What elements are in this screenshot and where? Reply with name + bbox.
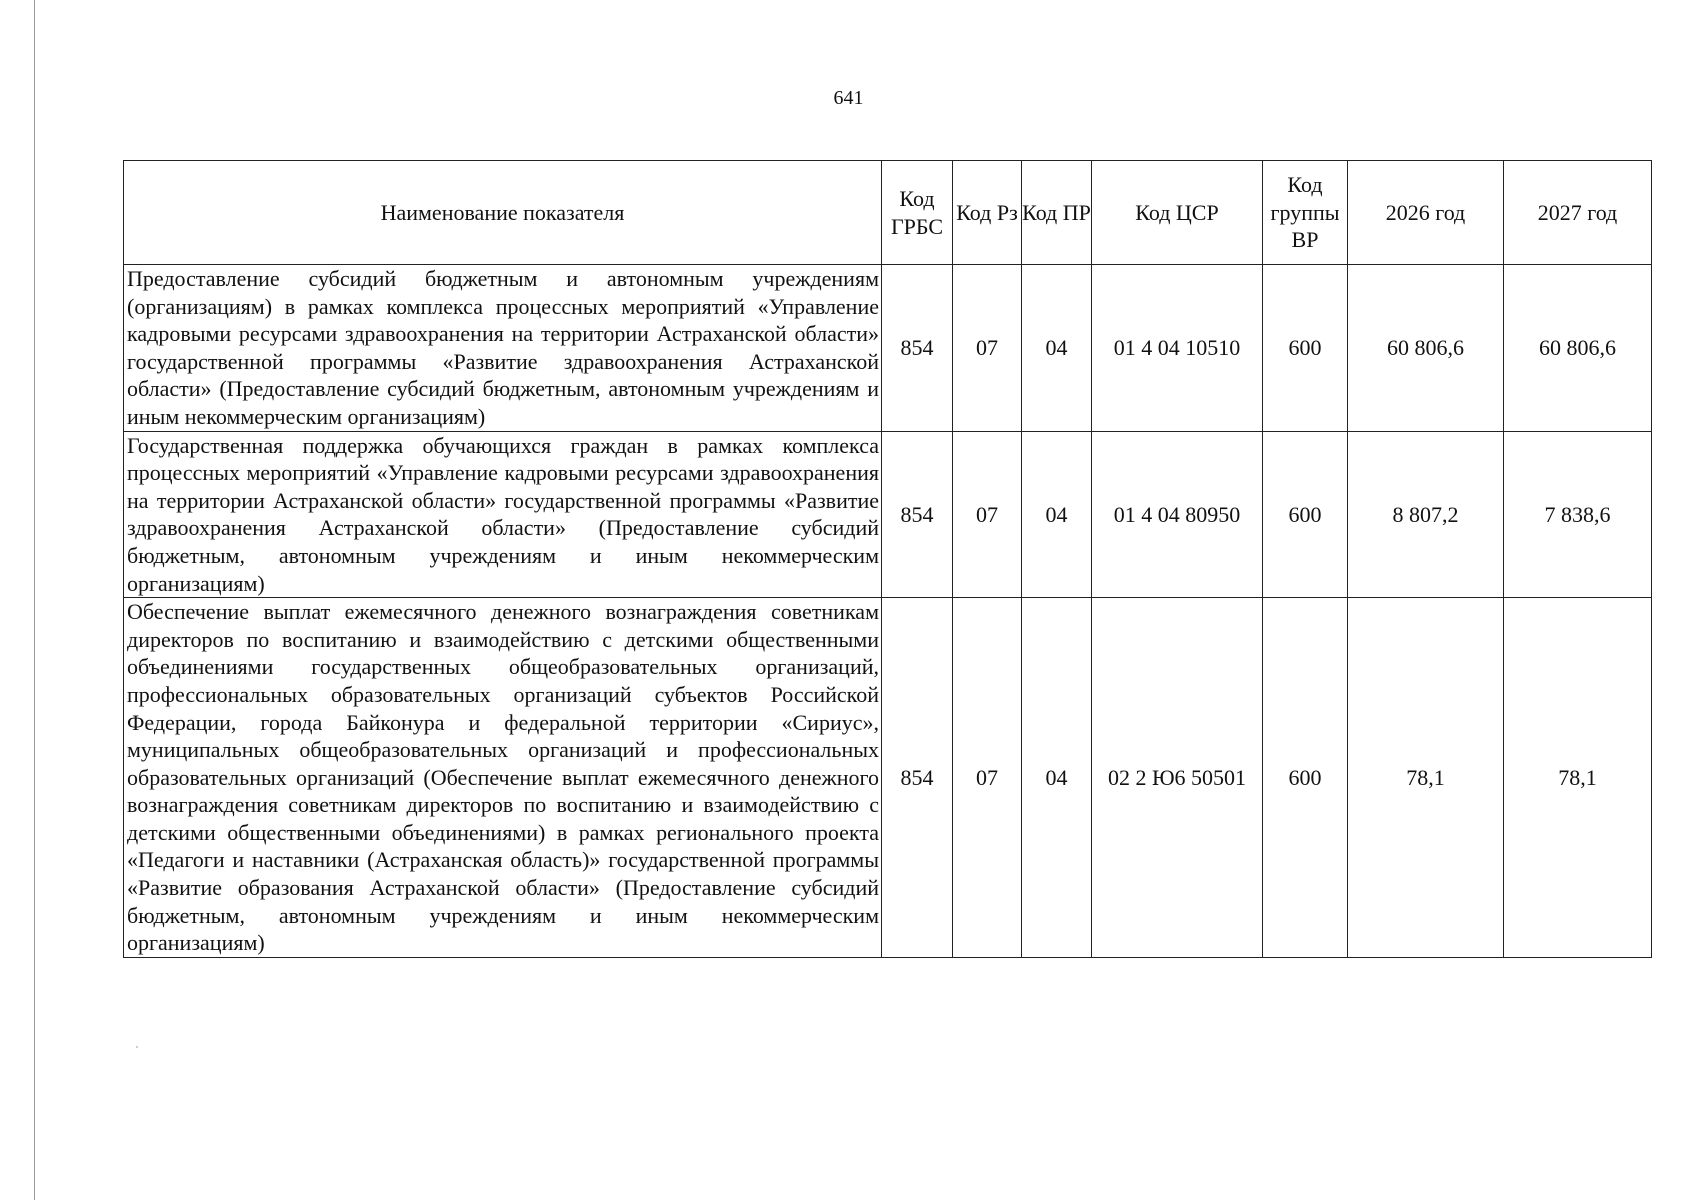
- header-pr: Код ПР: [1022, 161, 1092, 265]
- row-vr: 600: [1263, 431, 1348, 598]
- row-2026: 60 806,6: [1348, 265, 1504, 432]
- header-grbs: Код ГРБС: [882, 161, 953, 265]
- row-2027: 78,1: [1504, 598, 1652, 958]
- header-vr: Код группы ВР: [1263, 161, 1348, 265]
- row-2027: 7 838,6: [1504, 431, 1652, 598]
- row-pr: 04: [1022, 598, 1092, 958]
- table-row: [124, 265, 1652, 432]
- row-grbs: 854: [882, 265, 953, 432]
- page-number: 641: [833, 87, 864, 109]
- row-pr: 04: [1022, 431, 1092, 598]
- row-vr: 600: [1263, 265, 1348, 432]
- row-name: Предоставление субсидий бюджетным и автономным учреждениям (организациям) в рамках комплекса процессных мероприятий «Управление кадровыми ресурсами здравоохранения на территории Астраханской области» государственной программы «Развитие здравоохранения Астраханской области» (Предоставление субсидий бюджетным, автономным учреждениям и иным некоммерческим организациям): [124, 265, 882, 432]
- table-row: [124, 598, 1652, 958]
- row-rz: 07: [953, 265, 1022, 432]
- header-2026: 2026 год: [1348, 161, 1504, 265]
- budget-table: [123, 160, 1652, 958]
- row-grbs: 854: [882, 598, 953, 958]
- row-vr: 600: [1263, 598, 1348, 958]
- scan-edge-line: [34, 0, 35, 1200]
- header-csr: Код ЦСР: [1092, 161, 1263, 265]
- row-csr: 02 2 Ю6 50501: [1092, 598, 1263, 958]
- table-row: [124, 431, 1652, 598]
- row-2026: 8 807,2: [1348, 431, 1504, 598]
- row-csr: 01 4 04 10510: [1092, 265, 1263, 432]
- row-name: Обеспечение выплат ежемесячного денежного вознаграждения советникам директоров по воспитанию и взаимодействию с детскими общественными объединениями государственных общеобразовательных организаций, профессиональных образовательных организаций субъектов Российской Федерации, города Байконура и федеральной территории «Сириус», муниципальных общеобразовательных организаций и профессиональных образовательных организаций (Обеспечение выплат ежемесячного денежного вознаграждения советникам директоров по воспитанию и взаимодействию с детскими общественными объединениями) в рамках регионального проекта «Педагоги и наставники (Астраханская область)» государственной программы «Развитие образования Астраханской области» (Предоставление субсидий бюджетным, автономным учреждениям и иным некоммерческим организациям): [124, 598, 882, 958]
- header-rz: Код Рз: [953, 161, 1022, 265]
- row-csr: 01 4 04 80950: [1092, 431, 1263, 598]
- scan-speck: [136, 1046, 138, 1048]
- row-rz: 07: [953, 598, 1022, 958]
- row-2027: 60 806,6: [1504, 265, 1652, 432]
- header-2027: 2027 год: [1504, 161, 1652, 265]
- row-pr: 04: [1022, 265, 1092, 432]
- row-name: Государственная поддержка обучающихся граждан в рамках комплекса процессных мероприятий «Управление кадровыми ресурсами здравоохранения на территории Астраханской области» государственной программы «Развитие здравоохранения Астраханской области» (Предоставление субсидий бюджетным, автономным учреждениям и иным некоммерческим организациям): [124, 431, 882, 598]
- row-rz: 07: [953, 431, 1022, 598]
- table-header-row: [124, 161, 1652, 265]
- row-2026: 78,1: [1348, 598, 1504, 958]
- row-grbs: 854: [882, 431, 953, 598]
- header-name: Наименование показателя: [124, 161, 882, 265]
